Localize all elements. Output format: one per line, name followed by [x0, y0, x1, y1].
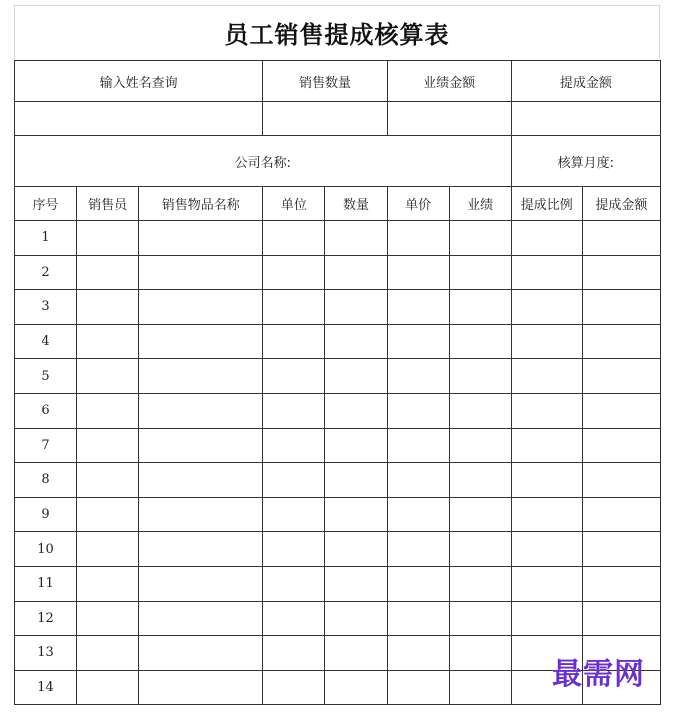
cell-performance[interactable]	[449, 290, 511, 325]
cell-commission-rate[interactable]	[511, 497, 582, 532]
cell-performance[interactable]	[449, 359, 511, 394]
cell-commission-rate[interactable]	[511, 290, 582, 325]
cell-performance[interactable]	[449, 532, 511, 567]
cell-quantity[interactable]	[325, 393, 387, 428]
performance-amount-value[interactable]	[387, 102, 511, 136]
cell-commission-amount[interactable]	[582, 221, 660, 256]
cell-commission-rate[interactable]	[511, 601, 582, 636]
cell-quantity[interactable]	[325, 670, 387, 705]
table-row	[15, 393, 661, 428]
cell-unit-price[interactable]	[387, 255, 449, 290]
cell-item-name[interactable]	[139, 566, 263, 601]
cell-quantity[interactable]	[325, 221, 387, 256]
cell-unit-price[interactable]	[387, 566, 449, 601]
cell-item-name[interactable]	[139, 393, 263, 428]
cell-commission-amount[interactable]	[582, 359, 660, 394]
cell-unit-price[interactable]	[387, 601, 449, 636]
table-row	[15, 221, 661, 256]
table-row	[15, 290, 661, 325]
cell-salesperson[interactable]	[77, 359, 139, 394]
cell-commission-rate[interactable]	[511, 359, 582, 394]
table-row	[15, 324, 661, 359]
table-row	[15, 428, 661, 463]
cell-item-name[interactable]	[139, 532, 263, 567]
cell-unit[interactable]	[263, 428, 325, 463]
cell-performance[interactable]	[449, 463, 511, 498]
cell-unit-price[interactable]	[387, 670, 449, 705]
table-row	[15, 463, 661, 498]
sales-qty-label: 销售数量	[263, 61, 387, 102]
cell-salesperson[interactable]	[77, 393, 139, 428]
cell-commission-rate[interactable]	[511, 221, 582, 256]
cell-salesperson[interactable]	[77, 428, 139, 463]
column-header-commission-rate: 提成比例	[511, 187, 582, 221]
column-header-row	[15, 187, 661, 221]
cell-salesperson[interactable]	[77, 532, 139, 567]
row-number: 9	[15, 497, 77, 532]
cell-quantity[interactable]	[325, 601, 387, 636]
cell-item-name[interactable]	[139, 601, 263, 636]
row-number: 14	[15, 670, 77, 705]
cell-commission-rate[interactable]	[511, 532, 582, 567]
table-row	[15, 601, 661, 636]
cell-unit-price[interactable]	[387, 393, 449, 428]
cell-quantity[interactable]	[325, 566, 387, 601]
cell-unit-price[interactable]	[387, 636, 449, 671]
company-name-label[interactable]: 公司名称:	[15, 136, 512, 187]
cell-unit-price[interactable]	[387, 324, 449, 359]
cell-commission-amount[interactable]	[582, 601, 660, 636]
spreadsheet-sheet	[14, 5, 661, 705]
info-row	[15, 136, 661, 187]
cell-performance[interactable]	[449, 221, 511, 256]
row-number: 6	[15, 393, 77, 428]
cell-commission-rate[interactable]	[511, 324, 582, 359]
cell-unit[interactable]	[263, 393, 325, 428]
table-row	[15, 255, 661, 290]
row-number: 10	[15, 532, 77, 567]
row-number: 8	[15, 463, 77, 498]
row-number: 7	[15, 428, 77, 463]
sales-qty-value[interactable]	[263, 102, 387, 136]
cell-unit-price[interactable]	[387, 428, 449, 463]
row-number: 3	[15, 290, 77, 325]
cell-unit-price[interactable]	[387, 497, 449, 532]
row-number: 1	[15, 221, 77, 256]
cell-performance[interactable]	[449, 393, 511, 428]
cell-item-name[interactable]	[139, 221, 263, 256]
cell-performance[interactable]	[449, 601, 511, 636]
cell-item-name[interactable]	[139, 290, 263, 325]
cell-quantity[interactable]	[325, 324, 387, 359]
accounting-month-label[interactable]: 核算月度:	[511, 136, 660, 187]
column-header-unit-price: 单价	[387, 187, 449, 221]
cell-commission-rate[interactable]	[511, 428, 582, 463]
cell-quantity[interactable]	[325, 255, 387, 290]
row-number: 5	[15, 359, 77, 394]
cell-unit[interactable]	[263, 566, 325, 601]
query-name-label: 输入姓名查询	[15, 61, 263, 102]
cell-item-name[interactable]	[139, 324, 263, 359]
cell-quantity[interactable]	[325, 428, 387, 463]
cell-salesperson[interactable]	[77, 221, 139, 256]
row-number: 13	[15, 636, 77, 671]
watermark-logo: 最需网	[552, 657, 645, 692]
column-header-seq: 序号	[15, 187, 77, 221]
cell-unit[interactable]	[263, 359, 325, 394]
cell-unit[interactable]	[263, 290, 325, 325]
cell-unit[interactable]	[263, 636, 325, 671]
column-header-performance: 业绩	[449, 187, 511, 221]
cell-unit[interactable]	[263, 670, 325, 705]
cell-unit[interactable]	[263, 601, 325, 636]
table-row	[15, 566, 661, 601]
cell-salesperson[interactable]	[77, 290, 139, 325]
cell-commission-amount[interactable]	[582, 324, 660, 359]
cell-salesperson[interactable]	[77, 497, 139, 532]
commission-amount-label: 提成金额	[511, 61, 660, 102]
cell-quantity[interactable]	[325, 532, 387, 567]
cell-quantity[interactable]	[325, 497, 387, 532]
cell-performance[interactable]	[449, 670, 511, 705]
cell-quantity[interactable]	[325, 359, 387, 394]
cell-commission-rate[interactable]	[511, 463, 582, 498]
cell-unit-price[interactable]	[387, 532, 449, 567]
cell-unit[interactable]	[263, 497, 325, 532]
cell-performance[interactable]	[449, 636, 511, 671]
cell-commission-rate[interactable]	[511, 255, 582, 290]
cell-salesperson[interactable]	[77, 566, 139, 601]
column-header-unit: 单位	[263, 187, 325, 221]
cell-unit-price[interactable]	[387, 463, 449, 498]
cell-commission-amount[interactable]	[582, 497, 660, 532]
cell-item-name[interactable]	[139, 428, 263, 463]
column-header-salesperson: 销售员	[77, 187, 139, 221]
column-header-quantity: 数量	[325, 187, 387, 221]
cell-commission-amount[interactable]	[582, 290, 660, 325]
cell-salesperson[interactable]	[77, 601, 139, 636]
cell-commission-amount[interactable]	[582, 428, 660, 463]
row-number: 4	[15, 324, 77, 359]
cell-salesperson[interactable]	[77, 636, 139, 671]
cell-item-name[interactable]	[139, 463, 263, 498]
cell-item-name[interactable]	[139, 359, 263, 394]
cell-salesperson[interactable]	[77, 255, 139, 290]
cell-salesperson[interactable]	[77, 324, 139, 359]
row-number: 11	[15, 566, 77, 601]
cell-unit-price[interactable]	[387, 359, 449, 394]
row-number: 2	[15, 255, 77, 290]
cell-quantity[interactable]	[325, 636, 387, 671]
cell-commission-amount[interactable]	[582, 393, 660, 428]
query-name-input[interactable]	[15, 102, 263, 136]
cell-commission-rate[interactable]	[511, 566, 582, 601]
cell-performance[interactable]	[449, 324, 511, 359]
cell-item-name[interactable]	[139, 255, 263, 290]
cell-unit-price[interactable]	[387, 221, 449, 256]
cell-quantity[interactable]	[325, 463, 387, 498]
cell-salesperson[interactable]	[77, 670, 139, 705]
cell-commission-amount[interactable]	[582, 566, 660, 601]
cell-performance[interactable]	[449, 255, 511, 290]
commission-table	[14, 60, 661, 705]
cell-item-name[interactable]	[139, 636, 263, 671]
row-number: 12	[15, 601, 77, 636]
cell-commission-amount[interactable]	[582, 463, 660, 498]
cell-unit[interactable]	[263, 324, 325, 359]
sheet-title: 员工销售提成核算表	[14, 5, 660, 59]
cell-salesperson[interactable]	[77, 463, 139, 498]
table-row	[15, 359, 661, 394]
table-row	[15, 497, 661, 532]
cell-item-name[interactable]	[139, 670, 263, 705]
cell-performance[interactable]	[449, 428, 511, 463]
cell-unit[interactable]	[263, 221, 325, 256]
cell-unit-price[interactable]	[387, 290, 449, 325]
data-rows	[15, 221, 661, 705]
query-value-row	[15, 102, 661, 136]
cell-performance[interactable]	[449, 566, 511, 601]
column-header-commission-amount: 提成金额	[582, 187, 660, 221]
cell-unit[interactable]	[263, 463, 325, 498]
cell-unit[interactable]	[263, 532, 325, 567]
cell-performance[interactable]	[449, 497, 511, 532]
column-header-item-name: 销售物品名称	[139, 187, 263, 221]
cell-commission-amount[interactable]	[582, 532, 660, 567]
cell-commission-amount[interactable]	[582, 255, 660, 290]
performance-amount-label: 业绩金额	[387, 61, 511, 102]
cell-item-name[interactable]	[139, 497, 263, 532]
query-header-row	[15, 61, 661, 102]
cell-quantity[interactable]	[325, 290, 387, 325]
commission-amount-value[interactable]	[511, 102, 660, 136]
cell-commission-rate[interactable]	[511, 393, 582, 428]
table-row	[15, 532, 661, 567]
cell-unit[interactable]	[263, 255, 325, 290]
